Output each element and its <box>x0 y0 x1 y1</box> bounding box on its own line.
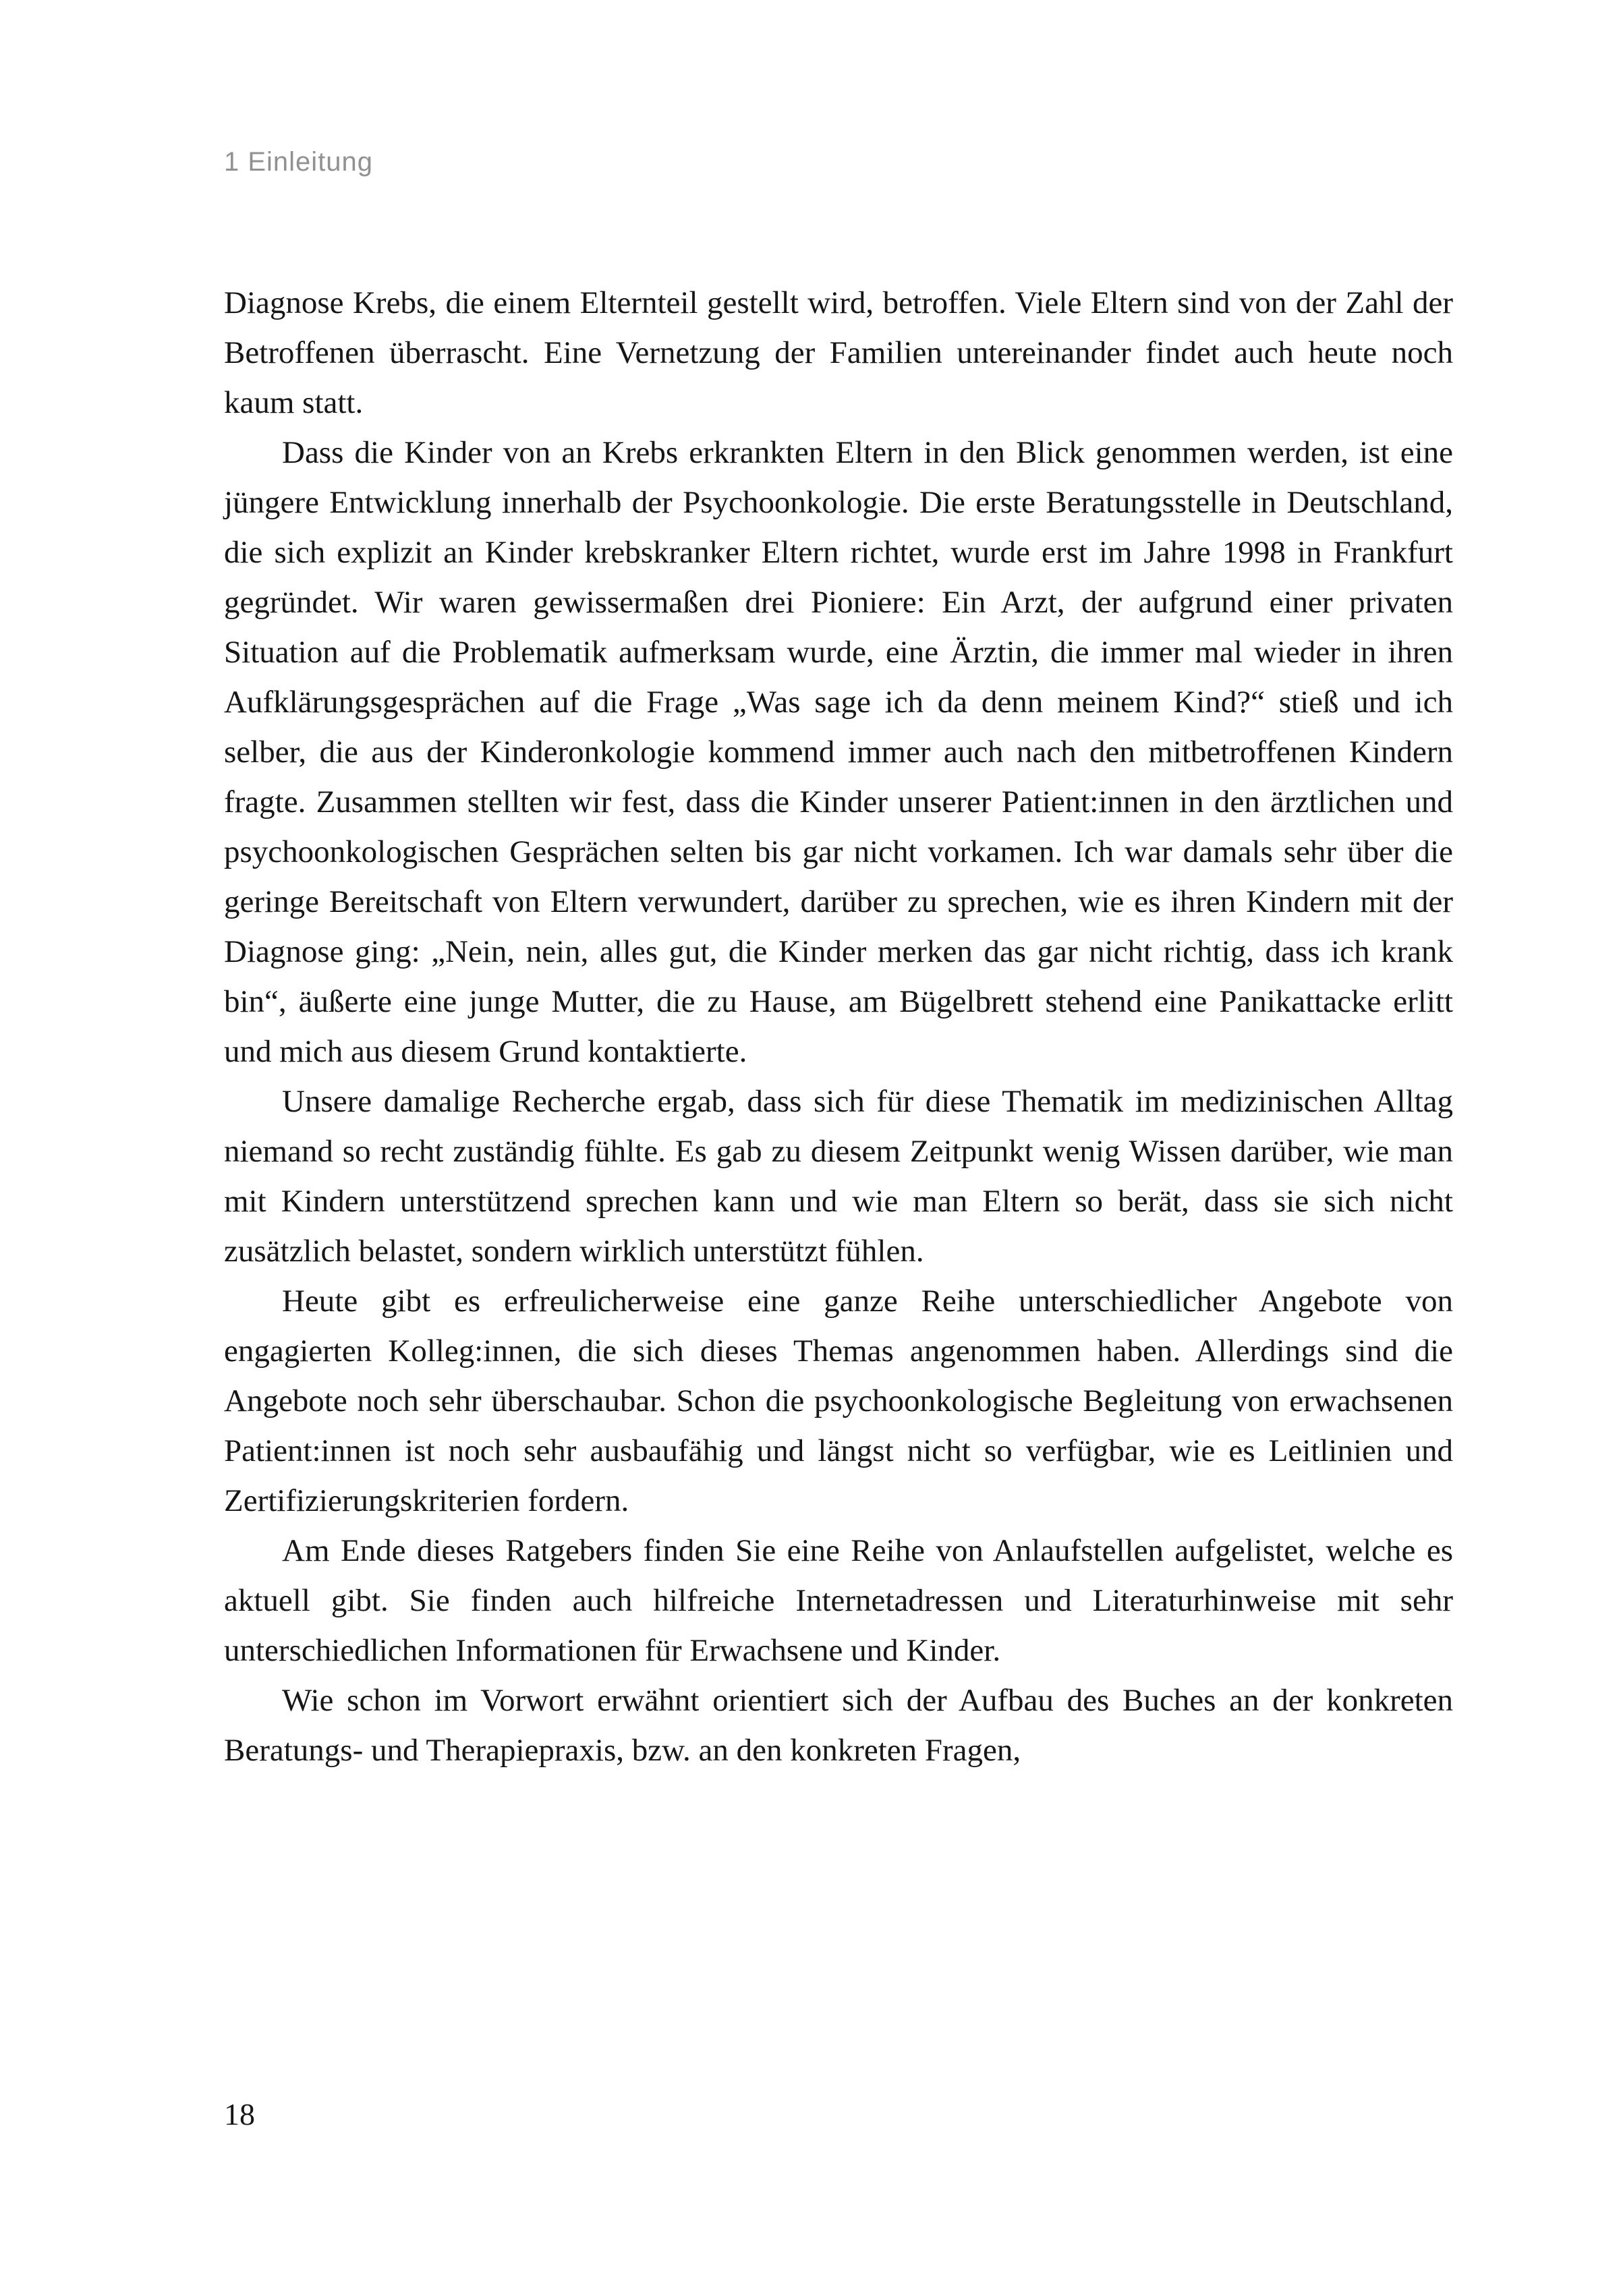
page-number: 18 <box>224 2097 255 2131</box>
body-text <box>224 278 1453 1775</box>
paragraph: Wie schon im Vorwort erwähnt orientiert sich der Aufbau des Buches an der konkreten Beratungs- und Therapiepraxis, bzw. an den konkreten Fragen, <box>224 1683 1453 1768</box>
paragraph: Am Ende dieses Ratgebers finden Sie eine Reihe von Anlaufstellen aufgelistet, welche es aktuell gibt. Sie finden auch hilfreiche Internetadressen und Literaturhinweise mit sehr unterschiedlichen Informationen für Erwachsene und Kinder. <box>224 1533 1453 1668</box>
running-head: 1 Einleitung <box>224 147 374 177</box>
paragraph: Diagnose Krebs, die einem Elternteil gestellt wird, betroffen. Viele Eltern sind von der Zahl der Betroffenen überrascht. Eine Vernetzung der Familien untereinander findet auch heute noch kaum statt. <box>224 285 1453 420</box>
paragraph: Dass die Kinder von an Krebs erkrankten Eltern in den Blick genommen werden, ist eine jüngere Entwicklung innerhalb der Psychoonkologie. Die erste Beratungsstelle in Deutschland, die sich explizit an Kinder krebskranker Eltern richtet, wurde erst im Jahre 1998 in Frankfurt gegründet. Wir waren gewissermaßen drei Pioniere: Ein Arzt, der aufgrund einer privaten Situation auf die Problematik aufmerksam wurde, eine Ärztin, die immer mal wieder in ihren Aufklärungsgesprächen auf die Frage „Was sage ich da denn meinem Kind?“ stieß und ich selber, die aus der Kinderonkologie kommend immer auch nach den mitbetroffenen Kindern fragte. Zusammen stellten wir fest, dass die Kinder unserer Patient:innen in den ärztlichen und psychoonkologischen Gesprächen selten bis gar nicht vorkamen. Ich war damals sehr über die geringe Bereitschaft von Eltern verwundert, darüber zu sprechen, wie es ihren Kindern mit der Diagnose ging: „Nein, nein, alles gut, die Kinder merken das gar nicht richtig, dass ich krank bin“, äußerte eine junge Mutter, die zu Hause, am Bügelbrett stehend eine Panikattacke erlitt und mich aus diesem Grund kontaktierte. <box>224 435 1453 1069</box>
paragraph: Heute gibt es erfreulicherweise eine ganze Reihe unterschiedlicher Angebote von engagierten Kolleg:innen, die sich dieses Themas angenommen haben. Allerdings sind die Angebote noch sehr überschaubar. Schon die psychoonkologische Begleitung von erwachsenen Patient:innen ist noch sehr ausbaufähig und längst nicht so verfügbar, wie es Leitlinien und Zertifizierungskriterien fordern. <box>224 1284 1453 1518</box>
paragraph: Unsere damalige Recherche ergab, dass sich für diese Thematik im medizinischen Alltag niemand so recht zuständig fühlte. Es gab zu diesem Zeitpunkt wenig Wissen darüber, wie man mit Kindern unterstützend sprechen kann und wie man Eltern so berät, dass sie sich nicht zusätzlich belastet, sondern wirklich unterstützt fühlen. <box>224 1084 1453 1269</box>
